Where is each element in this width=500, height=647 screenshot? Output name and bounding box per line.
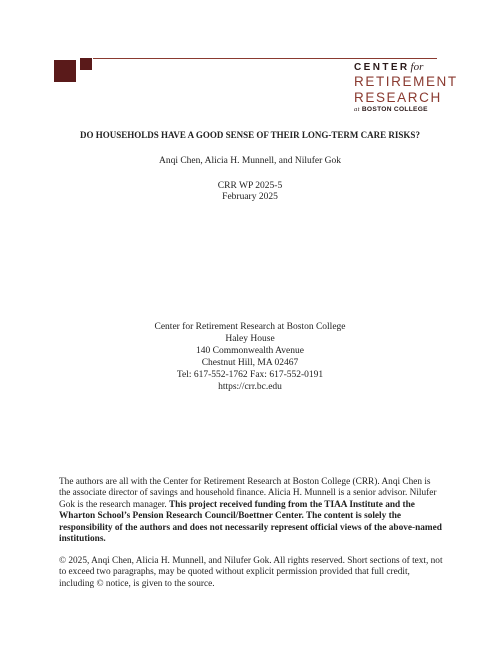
logo-line-retirement: RETIREMENT [354, 74, 458, 89]
address-line: Center for Retirement Research at Boston College [154, 322, 346, 332]
logo-square-large [54, 60, 76, 82]
address-line: Chestnut Hill, MA 02467 [201, 358, 299, 368]
funding-statement: This project received funding from the TIAA Institute and the Wharton School’s Pension Research Council/Boettner Center. The content is solely the responsibility of the authors and does not necessarily represent official views of the above-named institutions. [59, 499, 442, 545]
disclosure-paragraph [59, 477, 443, 545]
crr-logo [354, 61, 458, 114]
header-rule [93, 58, 437, 59]
logo-for: for [410, 61, 424, 73]
disclosure-text: The authors are all with the Center for Retirement Research at Boston College (CRR). Anqi Chen is the associate director of savings and household finance. Alicia H. Munnell is a senior advisor. Nilufer Gok is the research manager. [59, 477, 437, 510]
address-block [0, 321, 500, 393]
logo-line-boston-college: at BOSTON COLLEGE [354, 106, 428, 113]
logo-square-small [80, 58, 92, 70]
working-paper-number: CRR WP 2025-5 [217, 181, 283, 191]
paper-authors: Anqi Chen, Alicia H. Munnell, and Nilufer Gok [158, 156, 342, 166]
logo-line-research: RESEARCH [354, 89, 442, 105]
address-line: Haley House [225, 334, 275, 344]
address-website: https://crr.bc.edu [218, 382, 282, 392]
paper-date: February 2025 [222, 192, 278, 202]
copyright-paragraph: © 2025, Anqi Chen, Alicia H. Munnell, and Nilufer Gok. All rights reserved. Short sections of text, not to exceed two paragraphs, may be quoted without explicit permission provided that full credit, including © notice, is given to the source. [59, 556, 443, 589]
address-line: 140 Commonwealth Avenue [195, 346, 304, 356]
address-phone-fax: Tel: 617-552-1762 Fax: 617-552-0191 [176, 370, 324, 380]
logo-line-center: CENTERfor [354, 61, 424, 73]
paper-title: DO HOUSEHOLDS HAVE A GOOD SENSE OF THEIR LONG-TERM CARE RISKS? [80, 130, 420, 140]
